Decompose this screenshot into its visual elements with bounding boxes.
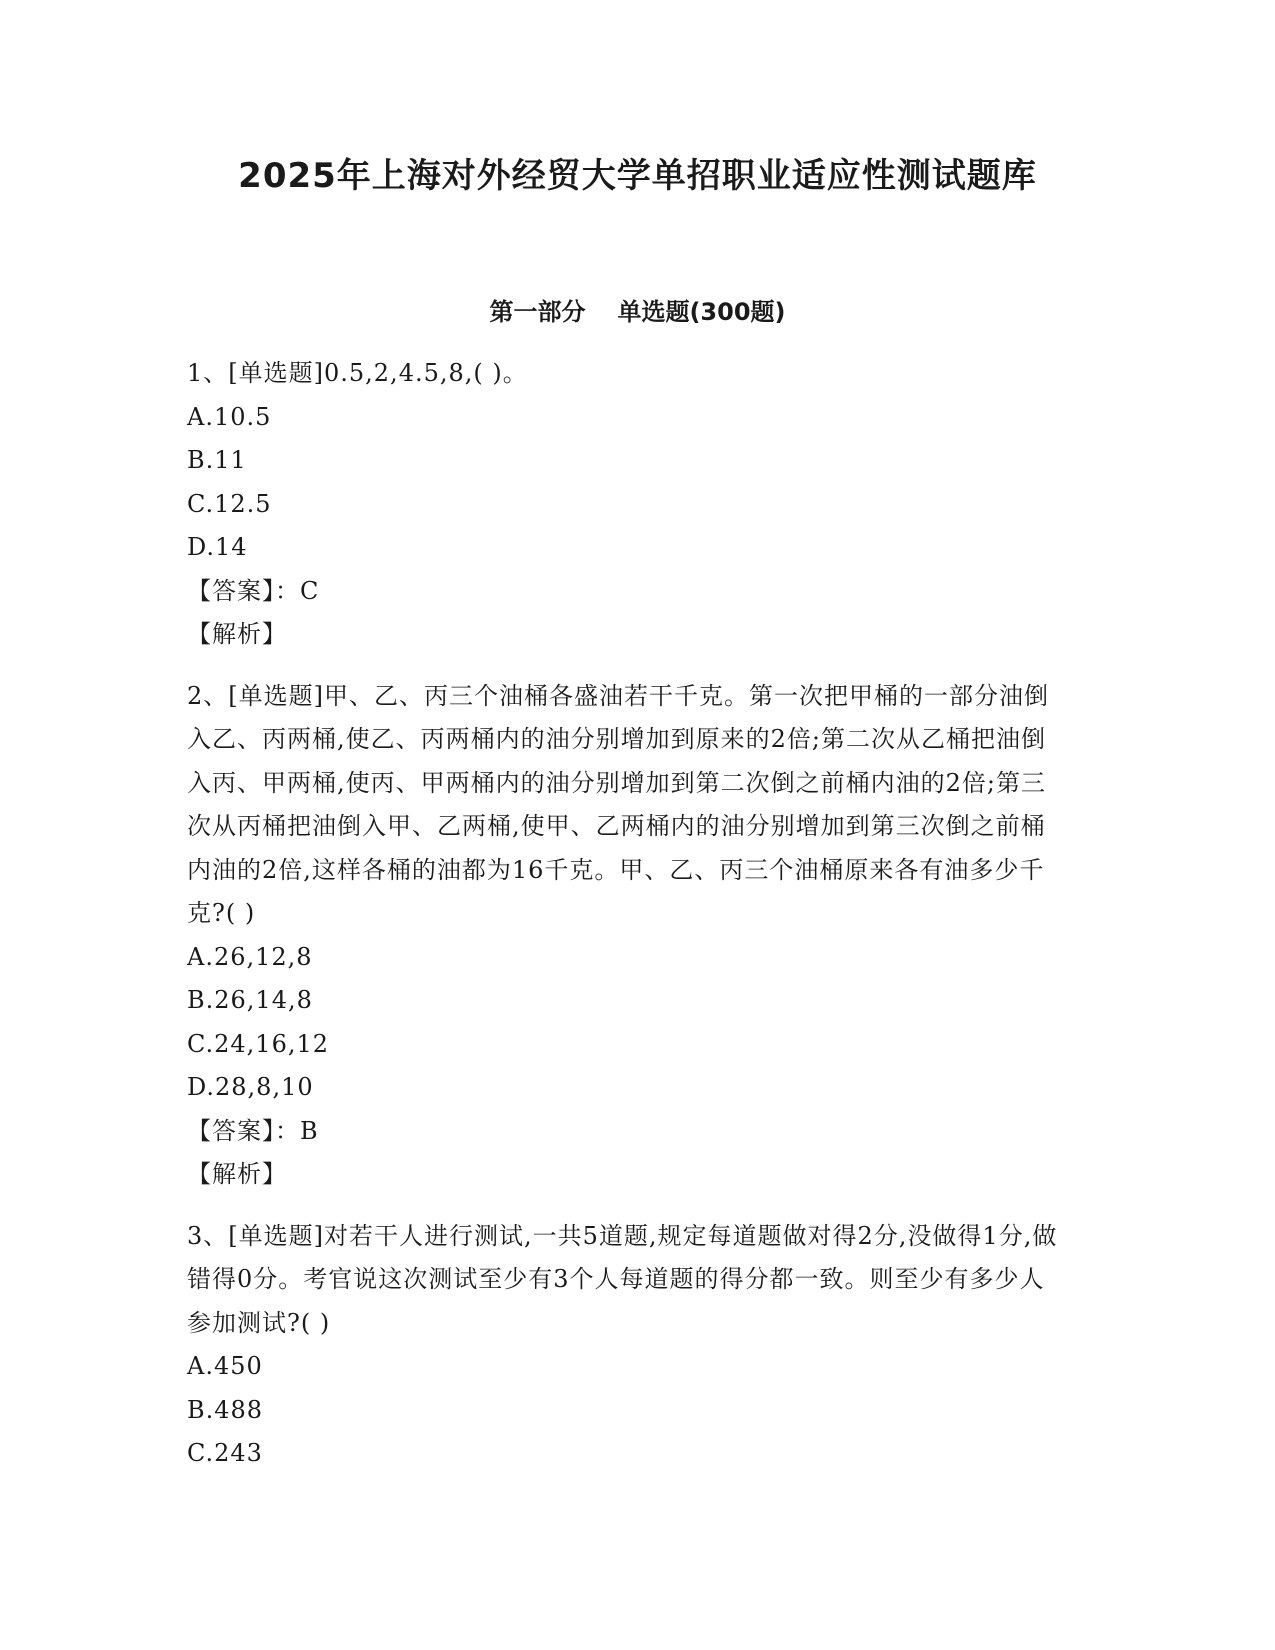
section-title (0, 292, 1275, 327)
question-stem: 3、[单选题]对若干人进行测试,一共5道题,规定每道题做对得2分,没做得1分,做错得0分。考官说这次测试至少有3个人每道题的得分都一致。则至少有多少人参加测试?( ) (187, 1221, 1058, 1337)
option-b: B.488 (187, 1395, 264, 1424)
option-b: B.11 (187, 446, 247, 474)
analysis-label: 【解析】 (187, 620, 287, 648)
question-1 (187, 352, 1067, 657)
option-c: C.12.5 (187, 489, 272, 518)
answer-line (187, 1110, 1067, 1154)
section-name: 单选题(300题) (617, 298, 786, 326)
answer-value: C (300, 576, 320, 605)
option-c: C.24,16,12 (187, 1029, 330, 1058)
analysis-label: 【解析】 (187, 1160, 287, 1188)
section-part: 第一部分 (489, 298, 586, 326)
option-b: B.26,14,8 (187, 986, 313, 1014)
answer-label: 【答案】： (187, 1116, 300, 1145)
option-a: A.10.5 (187, 402, 272, 431)
answer-value: B (300, 1116, 319, 1145)
question-list (187, 352, 1067, 1494)
option-d: D.28,8,10 (187, 1073, 314, 1101)
document-title: 2025年上海对外经贸大学单招职业适应性测试题库 (238, 156, 1037, 196)
option-a: A.26,12,8 (187, 942, 313, 971)
question-3 (187, 1215, 1067, 1476)
question-2 (187, 675, 1067, 1197)
question-stem: 2、[单选题]甲、乙、丙三个油桶各盛油若干千克。第一次把甲桶的一部分油倒入乙、丙两桶,使乙、丙两桶内的油分别增加到原来的2倍;第二次从乙桶把油倒入丙、甲两桶,使丙、甲两桶内的油分别增加到第二次倒之前桶内油的2倍;第三次从丙桶把油倒入甲、乙两桶,使甲、乙两桶内的油分别增加到第三次倒之前桶内油的2倍,这样各桶的油都为16千克。甲、乙、丙三个油桶原来各有油多少千克?( ) (187, 681, 1049, 927)
answer-label: 【答案】： (187, 576, 300, 605)
option-c: C.243 (187, 1439, 263, 1467)
answer-line (187, 570, 1067, 614)
option-d: D.14 (187, 533, 248, 561)
question-stem: 1、[单选题]0.5,2,4.5,8,( )。 (187, 359, 528, 387)
option-a: A.450 (187, 1352, 263, 1380)
